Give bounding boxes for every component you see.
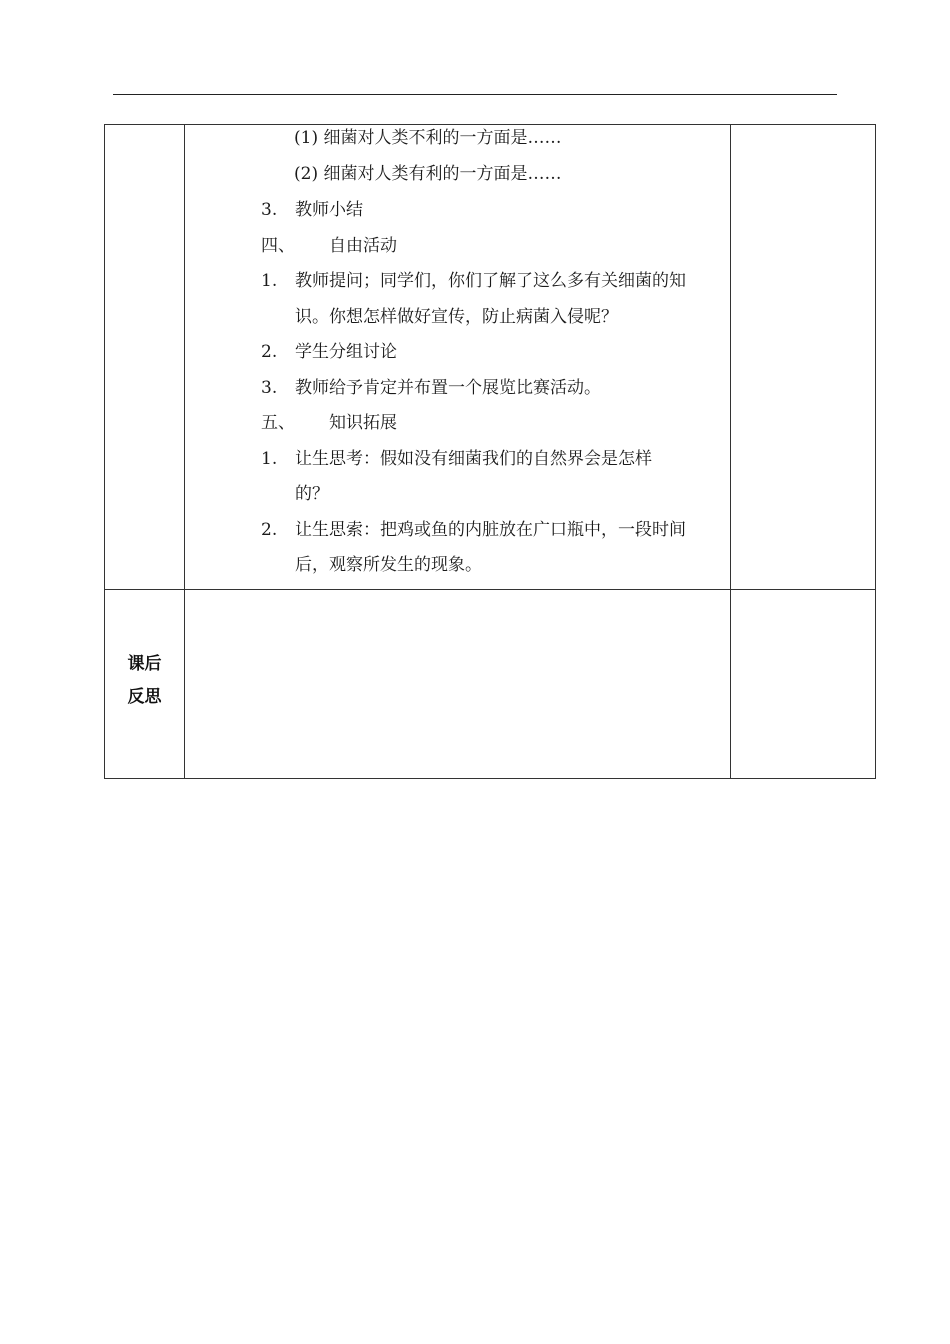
item-number: 2. (261, 519, 278, 540)
section-number: 五、 (261, 413, 295, 433)
sub-point-marker: (2) (294, 164, 319, 184)
reflection-row (105, 590, 876, 779)
lesson-plan-table (104, 124, 876, 779)
step-number: 3. (261, 200, 278, 220)
procedure-label-cell (105, 125, 185, 590)
header-rule (113, 94, 837, 95)
item-text: 教师提问；同学们，你们了解了这么多有关细菌的知 (295, 271, 686, 291)
item-text: 让生思考：假如没有细菌我们的自然界会是怎样 (295, 448, 652, 469)
section-5-item-2 (185, 517, 730, 553)
procedure-content (185, 125, 730, 588)
item-text-continued: 识。你想怎样做好宣传，防止病菌入侵呢？ (295, 306, 618, 327)
reflection-label-line-1: 课后 (127, 654, 162, 674)
section-title: 知识拓展 (329, 413, 397, 433)
reflection-label-cell (105, 590, 185, 779)
section-4-item-1 (185, 268, 730, 304)
item-text-continued: 后，观察所发生的现象。 (295, 555, 482, 575)
sub-point-2 (185, 161, 730, 197)
procedure-notes-cell (731, 125, 876, 590)
reflection-label (105, 590, 184, 714)
procedure-row (105, 125, 876, 590)
sub-point-text: 细菌对人类不利的一方面是…… (323, 128, 562, 148)
item-text: 学生分组讨论 (295, 342, 397, 362)
section-4-item-1-cont (185, 304, 730, 340)
section-title: 自由活动 (329, 235, 397, 256)
sub-point-1 (185, 125, 730, 161)
item-number: 2. (261, 342, 278, 362)
section-5-item-1 (185, 446, 730, 482)
section-number: 四、 (261, 235, 295, 256)
section-5-item-2-cont (185, 552, 730, 588)
item-text: 让生思索：把鸡或鱼的内脏放在广口瓶中，一段时间 (295, 519, 686, 540)
item-text-continued: 的？ (295, 484, 329, 504)
section-4-item-3 (185, 375, 730, 411)
reflection-notes-cell[interactable] (731, 590, 876, 779)
section-4-heading (185, 233, 730, 269)
reflection-label-line-2: 反思 (127, 687, 162, 707)
item-text: 教师给予肯定并布置一个展览比赛活动。 (295, 377, 601, 398)
reflection-content-cell[interactable] (185, 590, 731, 779)
item-number: 3. (261, 377, 278, 398)
section-4-item-2 (185, 339, 730, 375)
procedure-content-cell (185, 125, 731, 590)
sub-point-marker: (1) (294, 128, 319, 148)
step-3 (185, 197, 730, 233)
section-5-item-1-cont (185, 481, 730, 517)
section-5-heading (185, 410, 730, 446)
item-number: 1. (261, 448, 278, 469)
item-number: 1. (261, 271, 278, 291)
step-text: 教师小结 (295, 200, 363, 220)
sub-point-text: 细菌对人类有利的一方面是…… (323, 164, 562, 184)
